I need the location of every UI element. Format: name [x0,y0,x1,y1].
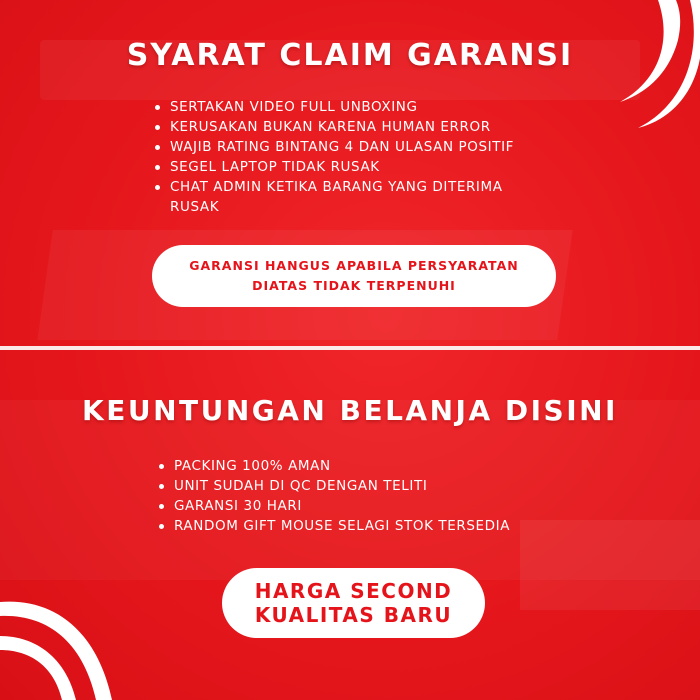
badge-line: HARGA SECOND [254,579,453,603]
warranty-title: SYARAT CLAIM GARANSI [126,38,574,73]
list-item: UNIT SUDAH DI QC DENGAN TELITI [157,476,557,496]
list-item: WAJIB RATING BINTANG 4 DAN ULASAN POSITIF [153,137,553,157]
quality-badge [222,568,485,638]
notice-line: GARANSI HANGUS APABILA PERSYARATAN [189,258,519,273]
benefits-title: KEUNTUNGAN BELANJA DISINI [82,394,618,427]
list-item: SERTAKAN VIDEO FULL UNBOXING [153,97,553,117]
list-item: PACKING 100% AMAN [157,456,557,476]
warranty-requirements-list [153,97,553,217]
section-divider [0,346,700,350]
notice-line: DIATAS TIDAK TERPENUHI [252,278,456,293]
warranty-void-notice [152,245,556,307]
badge-line: KUALITAS BARU [254,603,453,627]
list-item: GARANSI 30 HARI [157,496,557,516]
benefits-list [157,456,557,536]
list-item: CHAT ADMIN KETIKA BARANG YANG DITERIMA RUSAK [153,177,553,217]
list-item: SEGEL LAPTOP TIDAK RUSAK [153,157,553,177]
swoosh-decoration-icon [0,590,130,700]
list-item: RANDOM GIFT MOUSE SELAGI STOK TERSEDIA [157,516,557,536]
list-item: KERUSAKAN BUKAN KARENA HUMAN ERROR [153,117,553,137]
